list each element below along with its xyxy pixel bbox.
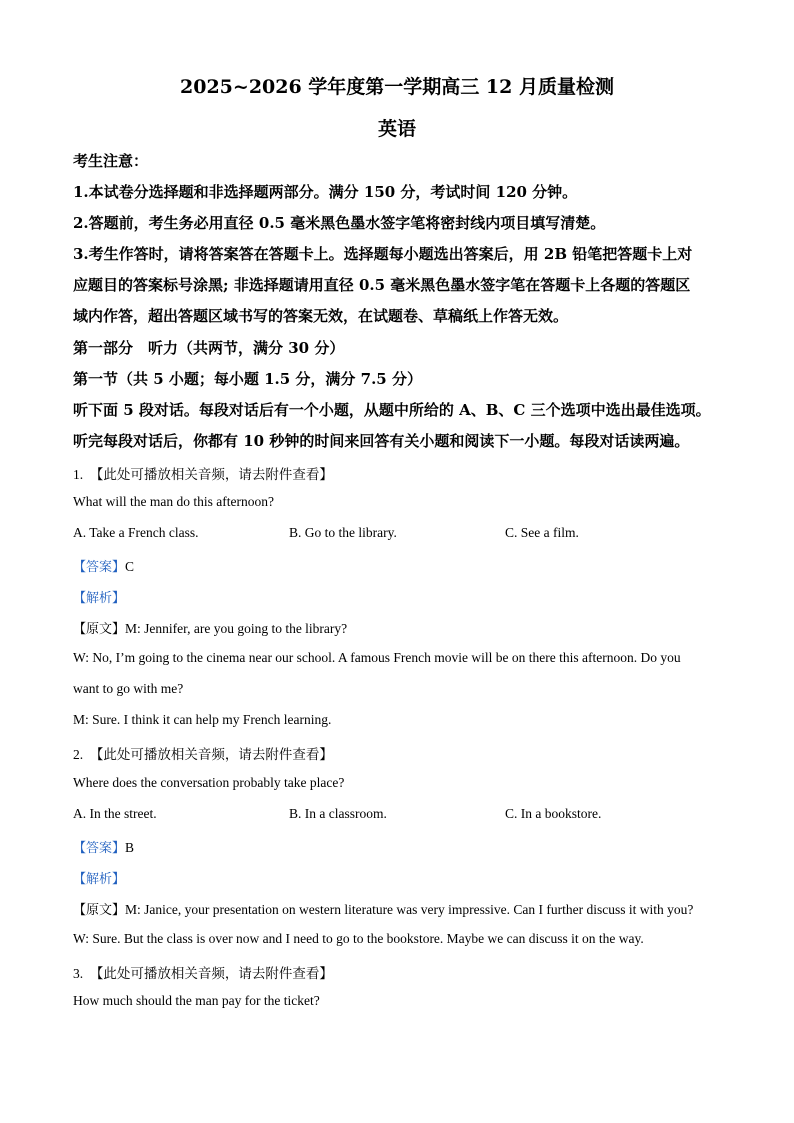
subject-title: 英语 [377,118,416,140]
question-1-answer [73,556,733,575]
question-2-analysis [73,868,733,887]
analysis-label: 【解析】 [73,591,126,606]
transcript-text: M: Jennifer, are you going to the library? [125,621,348,636]
question-1-option-b: B. Go to the library. [289,525,397,540]
notice-heading: 考生注意： [73,152,149,170]
question-3-header: 3. 【此处可播放相关音频，请去附件查看】 [73,966,333,981]
notice-item-2: 2.答题前，考生务必用直径 0.5 毫米黑色墨水签字笔将密封线内项目填写清楚。 [73,214,606,232]
question-1-transcript-line-2: W: No, I’m going to the cinema near our school. A famous French movie will be on there this afternoon. Do you [73,650,681,665]
question-1-option-c: C. See a film. [505,525,579,540]
original-label: 【原文】 [73,903,126,918]
transcript-text: M: Janice, your presentation on western literature was very impressive. Can I further discuss it with you? [125,902,694,917]
answer-value: C [125,559,135,574]
answer-label: 【答案】 [73,560,126,575]
instructions-line-1: 听下面 5 段对话。每段对话后有一个小题，从题中所给的 A、B、C 三个选项中选出最佳选项。 [73,401,711,419]
question-2-answer [73,837,733,856]
part-1-heading: 第一部分 听力（共两节，满分 30 分） [73,339,345,357]
question-1-transcript-line-3: want to go with me? [73,681,184,696]
question-2-text: Where does the conversation probably take place? [73,775,345,790]
notice-item-1: 1.本试卷分选择题和非选择题两部分。满分 150 分，考试时间 120 分钟。 [73,183,578,201]
question-1-header: 1. 【此处可播放相关音频，请去附件查看】 [73,467,333,482]
original-label: 【原文】 [73,622,126,637]
question-2-option-b: B. In a classroom. [289,806,387,821]
notice-item-3-line-3: 域内作答，超出答题区域书写的答案无效，在试题卷、草稿纸上作答无效。 [73,307,569,325]
question-1-analysis [73,587,733,606]
question-2-option-a: A. In the street. [73,806,157,821]
question-3-text: How much should the man pay for the ticket? [73,993,320,1008]
notice-item-3-line-2: 应题目的答案标号涂黑; 非选择题请用直径 0.5 毫米黑色墨水签字笔在答题卡上各题的答题区 [73,276,691,294]
question-2-option-c: C. In a bookstore. [505,806,602,821]
question-1-transcript-line-1 [73,618,733,637]
question-2-transcript-line-2: W: Sure. But the class is over now and I need to go to the bookstore. Maybe we can discuss it on the way. [73,931,644,946]
notice-item-3-line-1: 3.考生作答时，请将答案答在答题卡上。选择题每小题选出答案后，用 2B 铅笔把答题卡上对 [73,245,693,263]
question-2-header: 2. 【此处可播放相关音频，请去附件查看】 [73,747,333,762]
question-1-text: What will the man do this afternoon? [73,494,274,509]
question-2-transcript-line-1 [73,899,733,918]
section-1-heading: 第一节（共 5 小题；每小题 1.5 分，满分 7.5 分） [73,370,422,388]
answer-value: B [125,840,135,855]
document-title: 2025~2026 学年度第一学期高三 12 月质量检测 [180,76,614,98]
question-1-option-a: A. Take a French class. [73,525,199,540]
answer-label: 【答案】 [73,841,126,856]
instructions-line-2: 听完每段对话后，你都有 10 秒钟的时间来回答有关小题和阅读下一小题。每段对话读两遍。 [73,432,690,450]
question-1-transcript-line-4: M: Sure. I think it can help my French learning. [73,712,332,727]
analysis-label: 【解析】 [73,872,126,887]
